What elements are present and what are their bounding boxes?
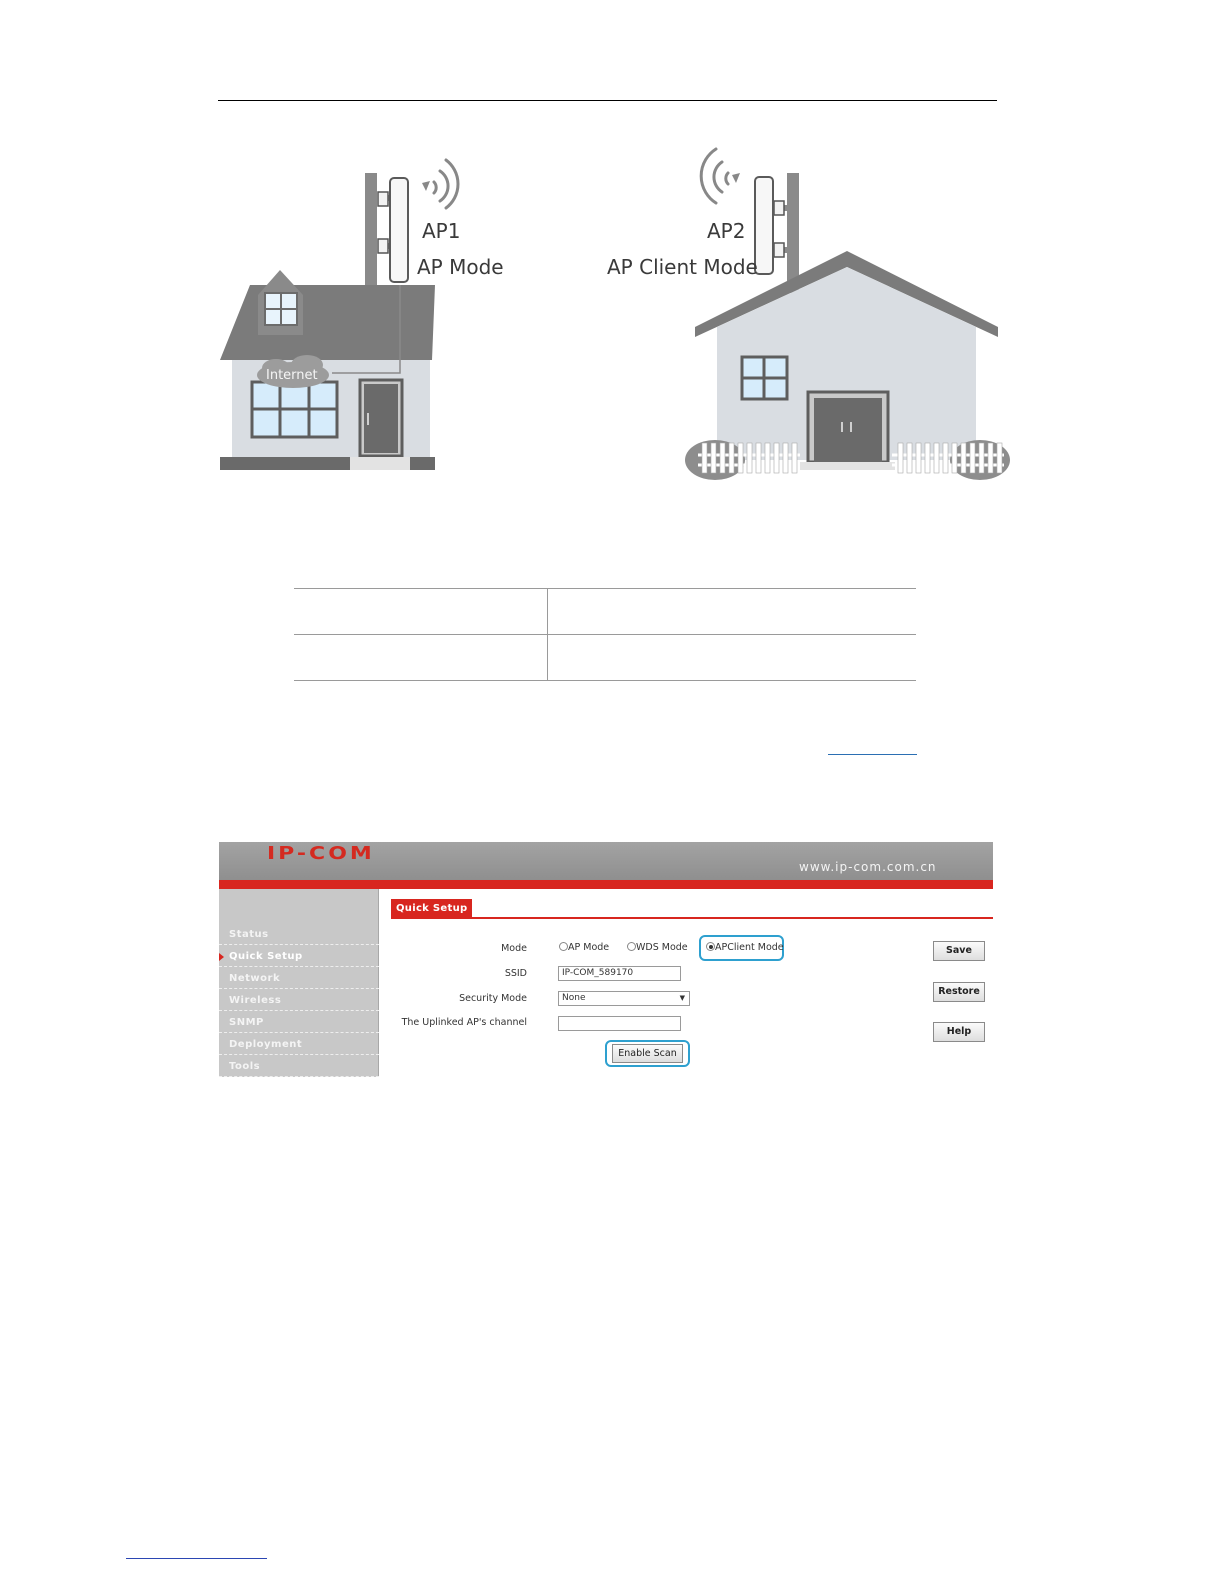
- table-cell: [294, 589, 547, 635]
- active-arrow-icon: [219, 953, 224, 961]
- internet-label: Internet: [266, 368, 318, 383]
- sidebar-item-wireless[interactable]: Wireless: [219, 989, 379, 1011]
- tab-quick-setup[interactable]: Quick Setup: [391, 899, 472, 918]
- security-mode-select[interactable]: [558, 991, 690, 1006]
- router-sidebar: [219, 889, 379, 1077]
- ssid-input[interactable]: IP-COM_589170: [558, 966, 681, 981]
- ap1-device: [378, 178, 408, 282]
- router-web-ui-screenshot: [219, 842, 993, 1077]
- mode-label: Mode: [501, 943, 527, 954]
- security-mode-label: Security Mode: [459, 993, 527, 1004]
- radio-ap-mode[interactable]: [559, 942, 609, 953]
- router-header: [219, 842, 993, 880]
- ap2-wifi-signal-icon: [701, 149, 728, 203]
- radio-label: AP Mode: [568, 942, 610, 953]
- ap1-name: AP1: [422, 219, 461, 243]
- ap2-device: [755, 177, 787, 274]
- sidebar-item-snmp[interactable]: SNMP: [219, 1011, 379, 1033]
- radio-label: WDS Mode: [636, 942, 688, 953]
- page-top-rule: [218, 100, 997, 101]
- help-button[interactable]: Help: [933, 1022, 985, 1042]
- table-cell: [547, 635, 916, 681]
- hyperlink-underline[interactable]: [828, 754, 917, 755]
- security-mode-value: None: [562, 993, 586, 1003]
- sidebar-item-tools[interactable]: Tools: [219, 1055, 379, 1077]
- router-website-url: www.ip-com.com.cn: [799, 860, 937, 874]
- save-button[interactable]: Save: [933, 941, 985, 961]
- ssid-label: SSID: [504, 968, 527, 979]
- sidebar-item-deployment[interactable]: Deployment: [219, 1033, 379, 1055]
- radio-apclient-mode[interactable]: [706, 942, 784, 953]
- footer-link-underline[interactable]: [126, 1558, 267, 1559]
- ap2-name: AP2: [707, 219, 746, 243]
- header-red-bar: [219, 880, 993, 889]
- chevron-down-icon: ▼: [679, 994, 685, 1002]
- radio-selected-icon: [706, 942, 715, 951]
- radio-wds-mode[interactable]: [627, 942, 688, 953]
- ap1-wifi-signal-icon: [434, 160, 458, 208]
- radio-label: APClient Mode: [715, 942, 784, 953]
- sidebar-item-status[interactable]: Status: [219, 923, 379, 945]
- uplinked-channel-label: The Uplinked AP's channel: [401, 1017, 527, 1028]
- ap2-mode-label: AP Client Mode: [607, 255, 758, 279]
- sidebar-item-label: Quick Setup: [229, 951, 303, 962]
- radio-circle-icon: [559, 942, 568, 951]
- table-row: [294, 589, 916, 635]
- sidebar-item-network[interactable]: Network: [219, 967, 379, 989]
- restore-button[interactable]: Restore: [933, 982, 985, 1002]
- ip-com-logo: IP-COM: [267, 844, 375, 864]
- radio-circle-icon: [627, 942, 636, 951]
- table-cell: [294, 635, 547, 681]
- parameter-table: [294, 588, 916, 681]
- ap1-mode-label: AP Mode: [417, 255, 504, 279]
- uplinked-channel-input[interactable]: [558, 1016, 681, 1031]
- enable-scan-button[interactable]: Enable Scan: [612, 1044, 683, 1063]
- tab-underline: [391, 917, 993, 919]
- table-row: [294, 635, 916, 681]
- network-topology-illustration: [210, 135, 1020, 485]
- table-cell: [547, 589, 916, 635]
